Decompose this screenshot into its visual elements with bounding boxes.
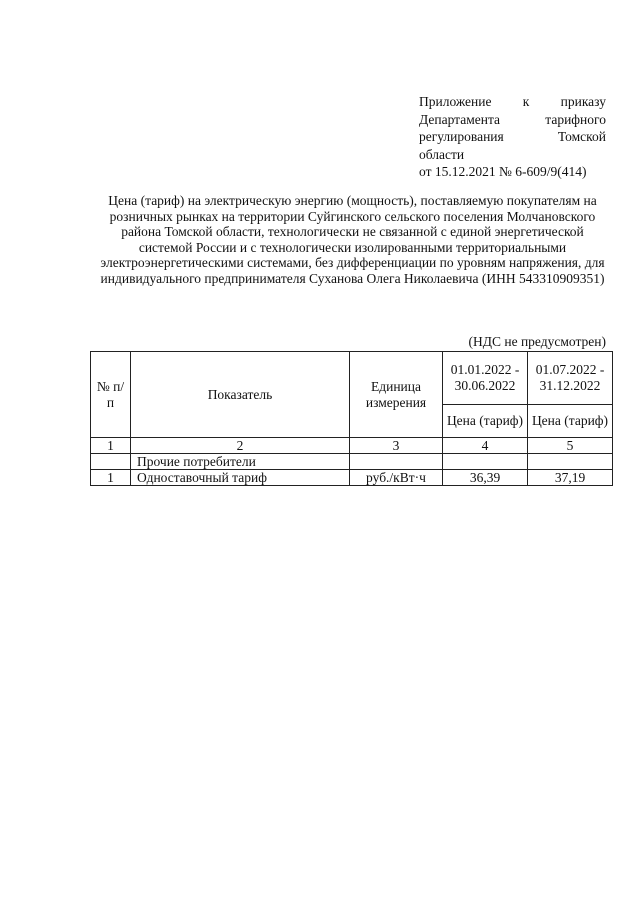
vat-note: (НДС не предусмотрен) bbox=[468, 334, 606, 349]
group-value-cell-2 bbox=[528, 454, 613, 470]
header-period-1: 01.01.2022 - 30.06.2022 bbox=[443, 352, 528, 405]
column-number: 4 bbox=[443, 438, 528, 454]
column-number-row bbox=[91, 438, 613, 454]
column-number: 3 bbox=[350, 438, 443, 454]
appendix-header bbox=[419, 93, 606, 181]
table-header-row bbox=[91, 352, 613, 405]
header-unit: Единица измерения bbox=[350, 352, 443, 438]
appendix-line-4: области bbox=[419, 146, 465, 162]
group-num-cell bbox=[91, 454, 131, 470]
tariff-table bbox=[90, 351, 613, 486]
appendix-line-3 bbox=[419, 128, 606, 146]
appendix-word: тарифного bbox=[545, 111, 606, 127]
row-value-1: 36,39 bbox=[443, 470, 528, 486]
row-unit: руб./кВт·ч bbox=[350, 470, 443, 486]
column-number: 2 bbox=[131, 438, 350, 454]
row-indicator: Одноставочный тариф bbox=[131, 470, 350, 486]
group-row bbox=[91, 454, 613, 470]
group-label: Прочие потребители bbox=[131, 454, 350, 470]
appendix-word: к bbox=[522, 94, 530, 109]
appendix-order-reference: от 15.12.2021 № 6-609/9(414) bbox=[419, 164, 587, 179]
header-indicator: Показатель bbox=[131, 352, 350, 438]
header-price-2: Цена (тариф) bbox=[528, 405, 613, 438]
appendix-word: регулирования bbox=[419, 129, 504, 144]
table-row bbox=[91, 470, 613, 486]
row-num: 1 bbox=[91, 470, 131, 486]
appendix-line-2 bbox=[419, 111, 606, 129]
row-value-2: 37,19 bbox=[528, 470, 613, 486]
appendix-line-1 bbox=[419, 93, 606, 111]
header-price-1: Цена (тариф) bbox=[443, 405, 528, 438]
document-title: Цена (тариф) на электрическую энергию (мощность), поставляемую покупателям на розничных рынках на территории Суйгинского сельского поселения Молчановского района Томской области, технологически не связанной с единой энергетической системой России и с технологически изолированными территориальными электроэнергетическими системами, без дифференциации по уровням напряжения, для индивидуального предпринимателя Суханова Олега Николаевича (ИНН 543310909351) bbox=[100, 193, 605, 286]
column-number: 1 bbox=[91, 438, 131, 454]
group-unit-cell bbox=[350, 454, 443, 470]
header-period-2: 01.07.2022 - 31.12.2022 bbox=[528, 352, 613, 405]
appendix-word: Томской bbox=[557, 129, 606, 144]
column-number: 5 bbox=[528, 438, 613, 454]
appendix-word: Приложение bbox=[419, 94, 492, 109]
group-value-cell-1 bbox=[443, 454, 528, 470]
appendix-word: приказу bbox=[560, 94, 606, 109]
appendix-word: Департамента bbox=[419, 111, 501, 127]
header-num: № п/п bbox=[91, 352, 131, 438]
